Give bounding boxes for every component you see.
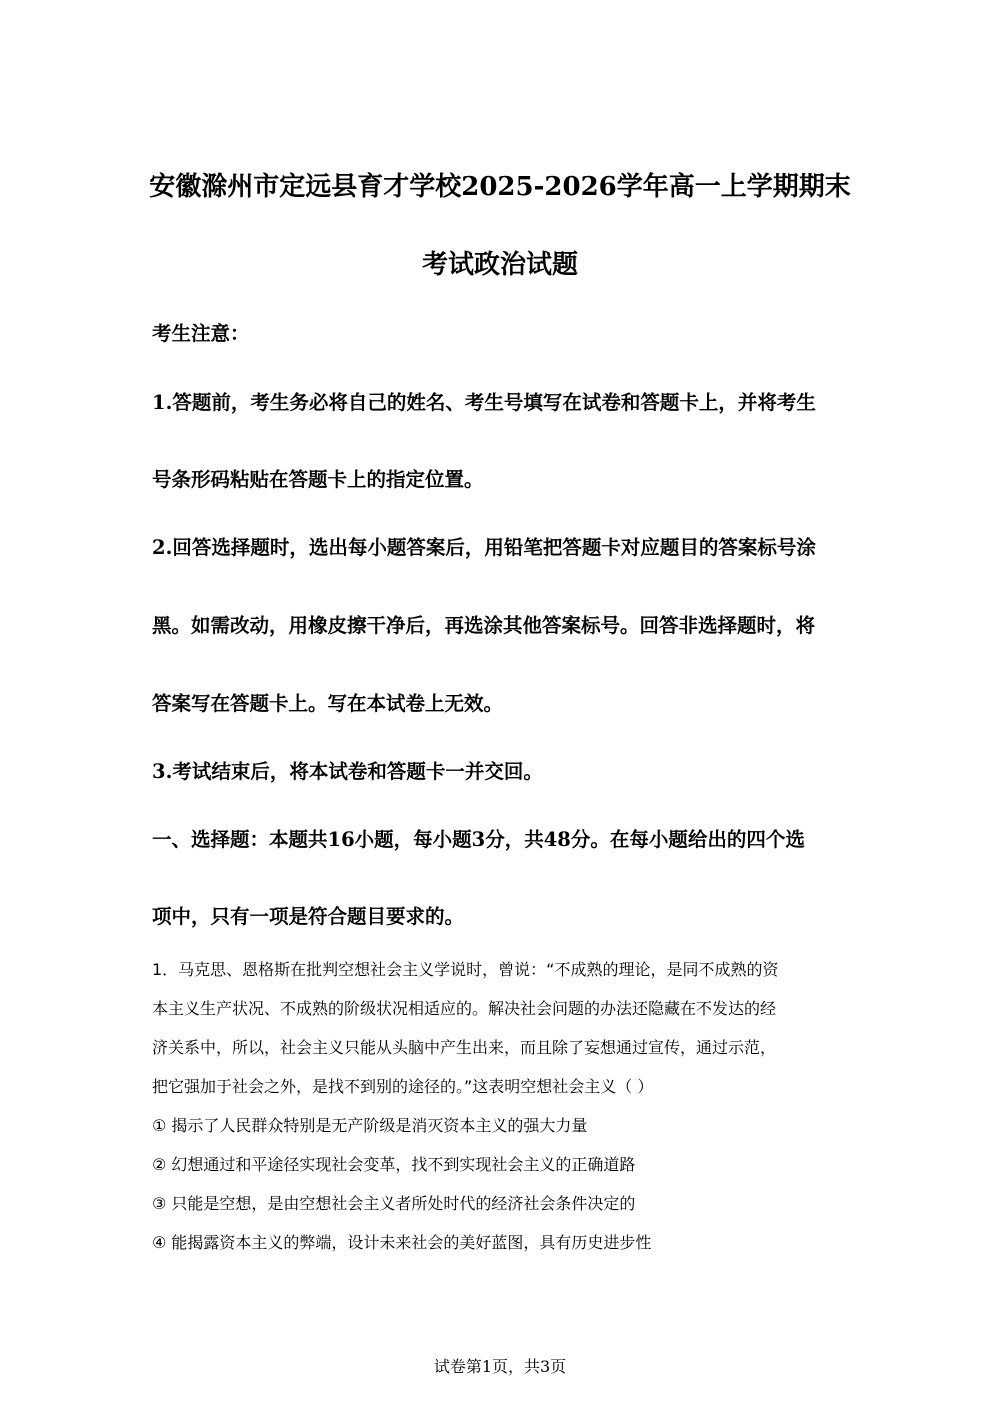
exam-title-line-1: 安徽滁州市定远县育才学校2025-2026学年高一上学期期末 <box>149 172 851 202</box>
question-1-stem-line-3: 济关系中，所以，社会主义只能从头脑中产生出来，而且除了妄想通过宣传，通过示范， <box>152 1038 777 1057</box>
question-1-option-4: ④ 能揭露资本主义的弊端，设计未来社会的美好蓝图，具有历史进步性 <box>152 1233 652 1252</box>
question-1-stem-line-2: 本主义生产状况、不成熟的阶级状况相适应的。解决社会问题的办法还隐藏在不发达的经 <box>152 999 777 1018</box>
section-heading-line-1: 一、选择题：本题共16小题，每小题3分，共48分。在每小题给出的四个选 <box>152 828 805 851</box>
question-1-option-3: ③ 只能是空想，是由空想社会主义者所处时代的经济社会条件决定的 <box>152 1194 636 1213</box>
page-footer: 试卷第1页，共3页 <box>433 1357 567 1376</box>
exam-title-line-2: 考试政治试题 <box>421 250 578 280</box>
section-heading-line-2: 项中，只有一项是符合题目要求的。 <box>152 905 465 928</box>
question-1-option-1: ① 揭示了人民群众特别是无产阶级是消灭资本主义的强大力量 <box>152 1116 588 1135</box>
question-1-stem-line-1: 1．马克思、恩格斯在批判空想社会主义学说时，曾说：“不成熟的理论，是同不成熟的资 <box>152 960 779 979</box>
notice-item-2-line-3: 答案写在答题卡上。写在本试卷上无效。 <box>152 692 504 715</box>
notice-item-1-line-2: 号条形码粘贴在答题卡上的指定位置。 <box>152 468 484 491</box>
notice-item-3: 3.考试结束后，将本试卷和答题卡一并交回。 <box>152 760 543 783</box>
notice-item-2-line-2: 黑。如需改动，用橡皮擦干净后，再选涂其他答案标号。回答非选择题时，将 <box>152 614 816 637</box>
notice-heading: 考生注意： <box>152 322 250 345</box>
question-1-stem-line-4: 把它强加于社会之外，是找不到别的途径的。”这表明空想社会主义（ ） <box>152 1077 654 1096</box>
question-1-option-2: ② 幻想通过和平途径实现社会变革，找不到实现社会主义的正确道路 <box>152 1155 636 1174</box>
notice-item-2-line-1: 2.回答选择题时，选出每小题答案后，用铅笔把答题卡对应题目的答案标号涂 <box>152 536 816 559</box>
notice-item-1-line-1: 1.答题前，考生务必将自己的姓名、考生号填写在试卷和答题卡上，并将考生 <box>152 391 816 414</box>
